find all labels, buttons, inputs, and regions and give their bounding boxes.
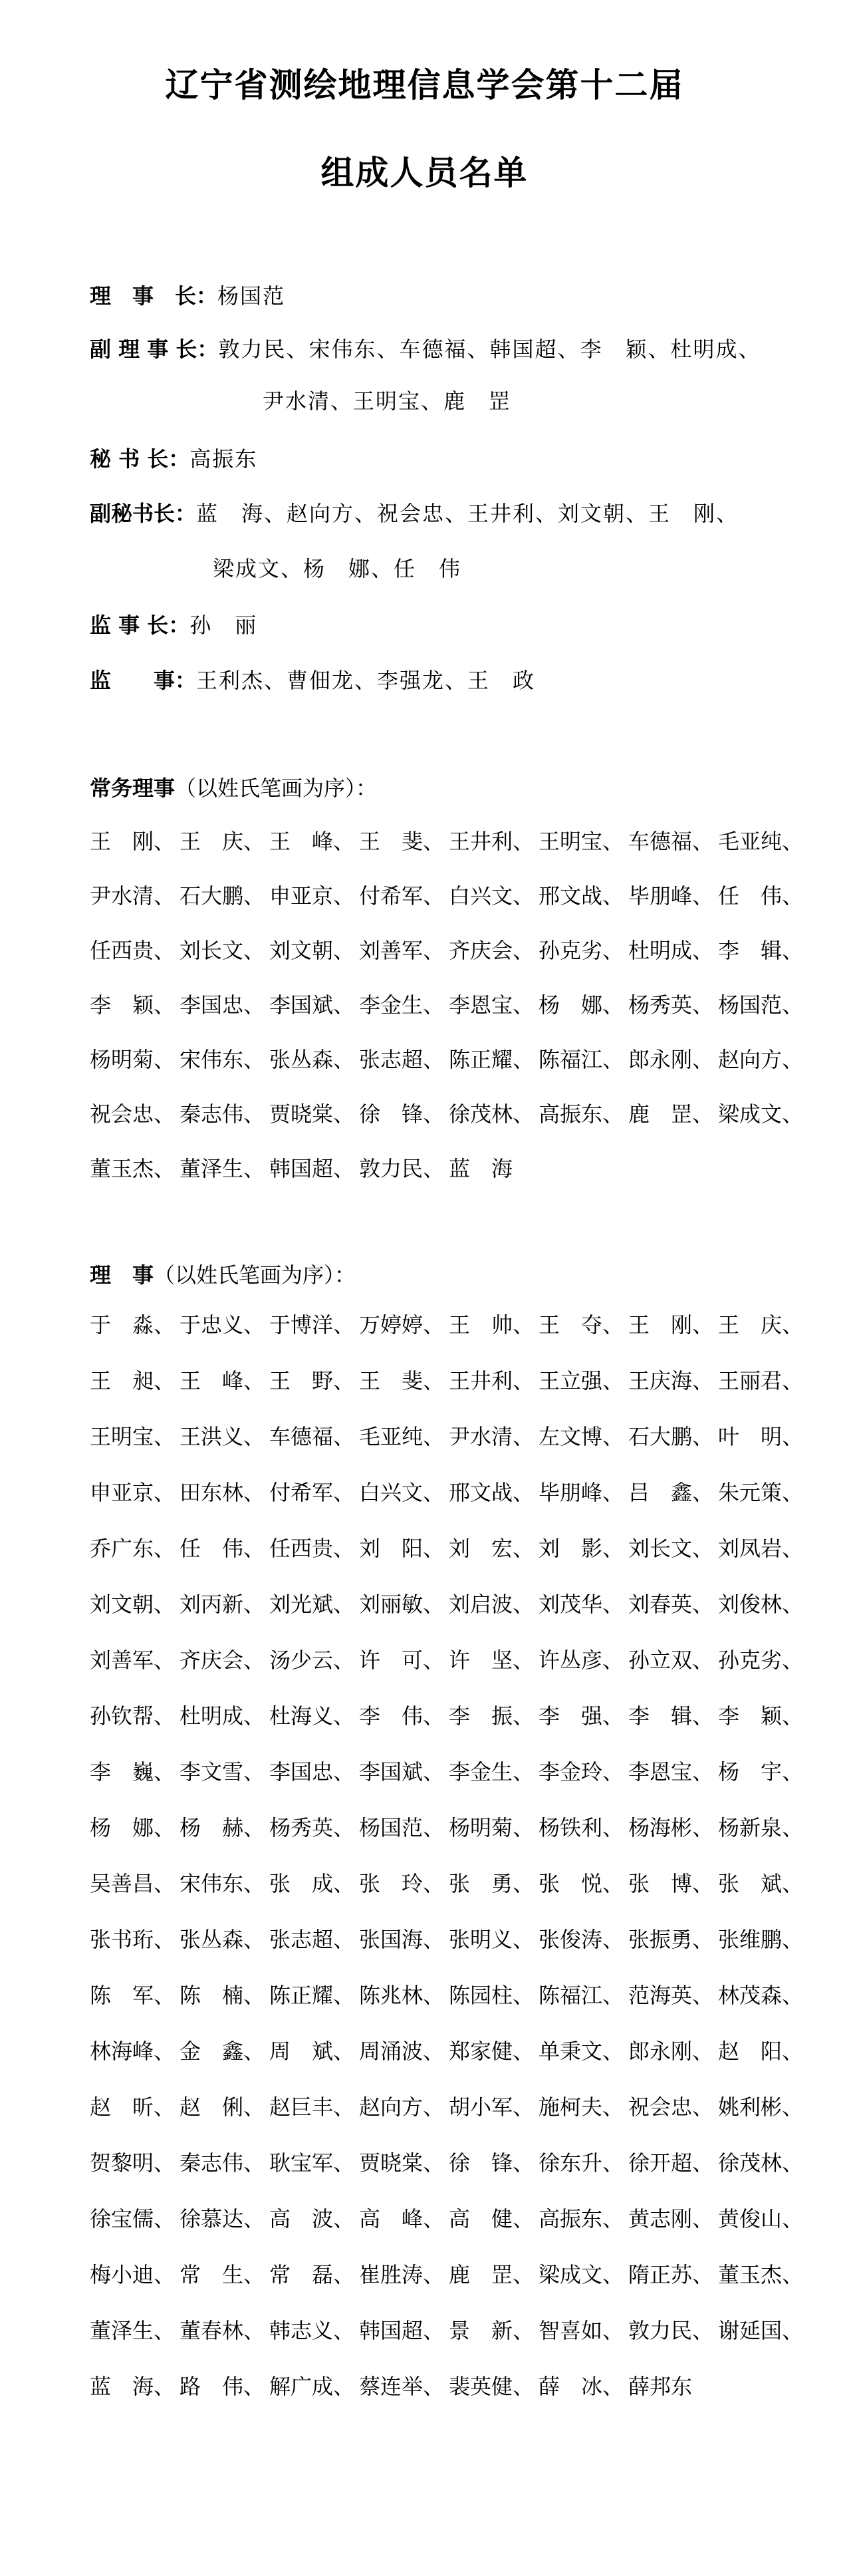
role-secretary-general [90, 446, 257, 472]
name-entry: 贾晓棠、 [269, 1101, 355, 1127]
name-entry: 李金玲、 [539, 1759, 624, 1785]
name-entry: 王 夺、 [539, 1312, 624, 1338]
name-entry: 尹水清、 [449, 1424, 535, 1449]
name-entry: 张振勇、 [628, 1927, 714, 1952]
name-entry: 贾晓棠、 [359, 2150, 445, 2176]
name-entry: 田东林、 [180, 1480, 265, 1505]
name-entry: 王 峰、 [269, 829, 355, 854]
name-entry: 李 辑、 [718, 938, 804, 963]
name-entry: 赵向方、 [718, 1047, 804, 1072]
name-entry: 王 庆、 [180, 829, 265, 854]
name-entry: 白兴文、 [359, 1480, 445, 1505]
name-entry: 万婷婷、 [359, 1312, 445, 1338]
name-entry: 李恩宝、 [628, 1759, 714, 1785]
name-entry: 杨明菊、 [449, 1815, 535, 1840]
name-entry: 吴善昌、 [90, 1871, 176, 1896]
name-entry: 常 生、 [180, 2262, 265, 2287]
standing-directors-heading [90, 775, 377, 801]
role-label: 秘 书 长： [90, 446, 190, 472]
name-entry: 张志超、 [359, 1047, 445, 1072]
section-note: （以姓氏笔画为序）： [154, 1262, 356, 1288]
name-entry: 王 刚、 [628, 1312, 714, 1338]
section-note: （以姓氏笔画为序）： [175, 776, 378, 801]
name-entry: 许丛彦、 [539, 1647, 624, 1673]
name-entry: 邢文战、 [449, 1480, 535, 1505]
name-entry: 董玉杰、 [90, 1156, 176, 1181]
name-entry: 张 勇、 [449, 1871, 535, 1896]
name-entry: 高 峰、 [359, 2206, 445, 2231]
name-entry: 李国忠、 [269, 1759, 355, 1785]
name-entry: 刘长文、 [628, 1536, 714, 1561]
name-entry: 毛亚纯、 [718, 829, 804, 854]
name-entry: 付希军、 [359, 883, 445, 909]
name-entry: 毕朋峰、 [628, 883, 714, 909]
name-entry: 陈福江、 [539, 1983, 624, 2008]
name-entry: 张 博、 [628, 1871, 714, 1896]
name-entry: 李 振、 [449, 1703, 535, 1729]
name-entry: 薛 冰、 [539, 2374, 624, 2399]
name-entry: 高振东、 [539, 2206, 624, 2231]
name-entry: 孙钦帮、 [90, 1703, 176, 1729]
name-entry: 祝会忠、 [90, 1101, 176, 1127]
role-deputy-secretary-general [90, 500, 739, 527]
name-entry: 王庆海、 [628, 1368, 714, 1393]
role-supervisors [90, 667, 535, 694]
name-entry: 杨国范、 [718, 992, 804, 1018]
name-entry: 刘启波、 [449, 1592, 535, 1617]
name-entry: 郎永刚、 [628, 1047, 714, 1072]
role-label: 监 事： [90, 668, 197, 693]
name-entry: 王明宝、 [90, 1424, 176, 1449]
name-entry: 杨 宇、 [718, 1759, 804, 1785]
name-entry: 刘春英、 [628, 1592, 714, 1617]
name-entry: 王立强、 [539, 1368, 624, 1393]
name-entry: 杜海义、 [269, 1703, 355, 1729]
name-entry: 杨 娜、 [539, 992, 624, 1018]
role-names: 孙 丽 [189, 613, 258, 638]
name-entry: 张明义、 [449, 1927, 535, 1952]
name-entry: 毛亚纯、 [359, 1424, 445, 1449]
name-entry: 王 庆、 [718, 1312, 804, 1338]
name-entry: 梁成文、 [539, 2262, 624, 2287]
name-entry: 智喜如、 [539, 2318, 624, 2343]
name-entry: 蓝 海、 [90, 2374, 176, 2399]
name-entry: 赵向方、 [359, 2094, 445, 2120]
name-entry: 刘 宏、 [449, 1536, 535, 1561]
section-title: 理 事 [90, 1262, 154, 1288]
role-names: 蓝 海、赵向方、祝会忠、王井利、刘文朝、王 刚、 [196, 501, 739, 526]
name-entry: 王 野、 [269, 1368, 355, 1393]
name-entry: 张 玲、 [359, 1871, 445, 1896]
name-entry: 宋伟东、 [180, 1047, 265, 1072]
name-entry: 杨 赫、 [180, 1815, 265, 1840]
name-entry: 杜明成、 [180, 1703, 265, 1729]
name-entry: 徐茂林、 [718, 2150, 804, 2176]
name-entry: 解广成、 [269, 2374, 355, 2399]
name-entry: 车德福、 [269, 1424, 355, 1449]
name-entry: 徐开超、 [628, 2150, 714, 2176]
name-entry: 刘文朝、 [90, 1592, 176, 1617]
name-entry: 张 悦、 [539, 1871, 624, 1896]
name-entry: 任西贵、 [269, 1536, 355, 1561]
name-entry: 齐庆会、 [180, 1647, 265, 1673]
name-entry: 刘光斌、 [269, 1592, 355, 1617]
name-entry: 刘善军、 [359, 938, 445, 963]
name-entry: 贺黎明、 [90, 2150, 176, 2176]
name-entry: 王洪义、 [180, 1424, 265, 1449]
name-entry: 景 新、 [449, 2318, 535, 2343]
name-entry: 单秉文、 [539, 2039, 624, 2064]
name-entry: 孙克劣、 [718, 1647, 804, 1673]
name-entry: 董泽生、 [180, 1156, 265, 1181]
name-entry: 王 刚、 [90, 829, 176, 854]
name-entry: 付希军、 [269, 1480, 355, 1505]
name-entry: 徐宝儒、 [90, 2206, 176, 2231]
name-entry: 金 鑫、 [180, 2039, 265, 2064]
name-entry: 杨秀英、 [269, 1815, 355, 1840]
name-entry: 赵 昕、 [90, 2094, 176, 2120]
name-entry: 陈园柱、 [449, 1983, 535, 2008]
name-entry: 叶 明、 [718, 1424, 804, 1449]
name-entry: 李 颖、 [90, 992, 176, 1018]
name-entry: 任 伟、 [180, 1536, 265, 1561]
name-entry: 王 斐、 [359, 1368, 445, 1393]
role-names: 杨国范 [217, 283, 286, 309]
name-entry: 李金生、 [359, 992, 445, 1018]
name-entry: 宋伟东、 [180, 1871, 265, 1896]
name-entry: 杨明菊、 [90, 1047, 176, 1072]
name-entry: 陈 楠、 [180, 1983, 265, 2008]
name-entry: 张国海、 [359, 1927, 445, 1952]
name-entry: 朱元策、 [718, 1480, 804, 1505]
role-label: 理 事 长： [90, 283, 218, 309]
role-chairman [90, 283, 285, 309]
name-entry: 蓝 海 [449, 1156, 513, 1181]
name-entry: 陈福江、 [539, 1047, 624, 1072]
name-entry: 施柯夫、 [539, 2094, 624, 2120]
name-entry: 申亚京、 [269, 883, 355, 909]
name-entry: 徐慕达、 [180, 2206, 265, 2231]
name-entry: 李 颖、 [718, 1703, 804, 1729]
name-entry: 孙立双、 [628, 1647, 714, 1673]
name-entry: 徐 锋、 [359, 1101, 445, 1127]
name-entry: 李国斌、 [269, 992, 355, 1018]
name-entry: 王 峰、 [180, 1368, 265, 1393]
name-entry: 车德福、 [628, 829, 714, 854]
name-entry: 白兴文、 [449, 883, 535, 909]
name-entry: 高振东、 [539, 1101, 624, 1127]
name-entry: 梁成文、 [718, 1101, 804, 1127]
name-entry: 王 昶、 [90, 1368, 176, 1393]
name-entry: 张丛森、 [269, 1047, 355, 1072]
name-entry: 裴英健、 [449, 2374, 535, 2399]
name-entry: 张 成、 [269, 1871, 355, 1896]
name-entry: 张俊涛、 [539, 1927, 624, 1952]
name-entry: 祝会忠、 [628, 2094, 714, 2120]
name-entry: 徐东升、 [539, 2150, 624, 2176]
role-vice-chairman-continued: 尹水清、王明宝、鹿 罡 [263, 388, 512, 414]
name-entry: 黄志刚、 [628, 2206, 714, 2231]
name-entry: 鹿 罡、 [449, 2262, 535, 2287]
name-entry: 杨铁利、 [539, 1815, 624, 1840]
name-entry: 常 磊、 [269, 2262, 355, 2287]
name-entry: 刘 阳、 [359, 1536, 445, 1561]
name-entry: 任 伟、 [718, 883, 804, 909]
name-entry: 张志超、 [269, 1927, 355, 1952]
name-entry: 石大鹏、 [628, 1424, 714, 1449]
name-entry: 高 健、 [449, 2206, 535, 2231]
name-entry: 郑家健、 [449, 2039, 535, 2064]
name-entry: 李国忠、 [180, 992, 265, 1018]
name-entry: 李 巍、 [90, 1759, 176, 1785]
name-entry: 许 可、 [359, 1647, 445, 1673]
name-entry: 张维鹏、 [718, 1927, 804, 1952]
name-entry: 孙克劣、 [539, 938, 624, 963]
name-entry: 李 伟、 [359, 1703, 445, 1729]
name-entry: 李 辑、 [628, 1703, 714, 1729]
name-entry: 李恩宝、 [449, 992, 535, 1018]
role-chief-supervisor [90, 612, 257, 639]
name-entry: 乔广东、 [90, 1536, 176, 1561]
name-entry: 杨秀英、 [628, 992, 714, 1018]
name-entry: 于忠义、 [180, 1312, 265, 1338]
name-entry: 韩国超、 [269, 1156, 355, 1181]
name-entry: 李金生、 [449, 1759, 535, 1785]
name-entry: 石大鹏、 [180, 883, 265, 909]
role-label: 监 事 长： [90, 613, 190, 638]
name-entry: 李文雪、 [180, 1759, 265, 1785]
name-entry: 敦力民、 [359, 1156, 445, 1181]
name-entry: 陈正耀、 [269, 1983, 355, 2008]
name-entry: 董泽生、 [90, 2318, 176, 2343]
name-entry: 王明宝、 [539, 829, 624, 854]
name-entry: 韩志义、 [269, 2318, 355, 2343]
name-entry: 韩国超、 [359, 2318, 445, 2343]
document-title-line2: 组成人员名单 [320, 154, 529, 192]
name-entry: 徐茂林、 [449, 1101, 535, 1127]
name-entry: 邢文战、 [539, 883, 624, 909]
role-names: 王利杰、曹佃龙、李强龙、王 政 [196, 668, 536, 693]
name-entry: 汤少云、 [269, 1647, 355, 1673]
name-entry: 隋正苏、 [628, 2262, 714, 2287]
name-entry: 王 斐、 [359, 829, 445, 854]
name-entry: 谢延国、 [718, 2318, 804, 2343]
name-entry: 任西贵、 [90, 938, 176, 963]
standing-directors-list [90, 828, 808, 1182]
name-entry: 张 斌、 [718, 1871, 804, 1896]
name-entry: 尹水清、 [90, 883, 176, 909]
name-entry: 申亚京、 [90, 1480, 176, 1505]
name-entry: 李 强、 [539, 1703, 624, 1729]
name-entry: 王井利、 [449, 1368, 535, 1393]
name-entry: 陈 军、 [90, 1983, 176, 2008]
name-entry: 杨国范、 [359, 1815, 445, 1840]
name-entry: 刘 影、 [539, 1536, 624, 1561]
name-entry: 高 波、 [269, 2206, 355, 2231]
directors-list [90, 1312, 808, 2400]
name-entry: 杨海彬、 [628, 1815, 714, 1840]
role-vice-chairman [90, 336, 761, 362]
name-entry: 耿宝军、 [269, 2150, 355, 2176]
name-entry: 陈兆林、 [359, 1983, 445, 2008]
name-entry: 吕 鑫、 [628, 1480, 714, 1505]
name-entry: 刘丙新、 [180, 1592, 265, 1617]
section-title: 常务理事 [90, 776, 176, 801]
name-entry: 于博洋、 [269, 1312, 355, 1338]
name-entry: 郎永刚、 [628, 2039, 714, 2064]
name-entry: 敦力民、 [628, 2318, 714, 2343]
role-label: 副 理 事 长： [90, 337, 219, 362]
name-entry: 林茂森、 [718, 1983, 804, 2008]
name-entry: 陈正耀、 [449, 1047, 535, 1072]
name-entry: 杨 娜、 [90, 1815, 176, 1840]
name-entry: 张丛森、 [180, 1927, 265, 1952]
name-entry: 秦志伟、 [180, 2150, 265, 2176]
name-entry: 崔胜涛、 [359, 2262, 445, 2287]
name-entry: 赵 阳、 [718, 2039, 804, 2064]
name-entry: 李国斌、 [359, 1759, 445, 1785]
name-entry: 杨新泉、 [718, 1815, 804, 1840]
name-entry: 董春林、 [180, 2318, 265, 2343]
name-entry: 赵 俐、 [180, 2094, 265, 2120]
name-entry: 林海峰、 [90, 2039, 176, 2064]
name-entry: 许 坚、 [449, 1647, 535, 1673]
name-entry: 鹿 罡、 [628, 1101, 714, 1127]
name-entry: 毕朋峰、 [539, 1480, 624, 1505]
role-names: 敦力民、宋伟东、车德福、韩国超、李 颖、杜明成、 [218, 337, 761, 362]
role-names: 高振东 [189, 446, 258, 472]
name-entry: 胡小军、 [449, 2094, 535, 2120]
name-entry: 杜明成、 [628, 938, 714, 963]
name-entry: 徐 锋、 [449, 2150, 535, 2176]
name-entry: 刘凤岩、 [718, 1536, 804, 1561]
name-entry: 赵巨丰、 [269, 2094, 355, 2120]
name-entry: 路 伟、 [180, 2374, 265, 2399]
name-entry: 刘俊林、 [718, 1592, 804, 1617]
document-title-line1: 辽宁省测绘地理信息学会第十二届 [165, 66, 684, 104]
name-entry: 王丽君、 [718, 1368, 804, 1393]
name-entry: 刘丽敏、 [359, 1592, 445, 1617]
directors-heading [90, 1262, 356, 1288]
name-entry: 于 淼、 [90, 1312, 176, 1338]
name-entry: 刘茂华、 [539, 1592, 624, 1617]
name-entry: 范海英、 [628, 1983, 714, 2008]
name-entry: 姚利彬、 [718, 2094, 804, 2120]
name-entry: 薛邦东 [628, 2374, 693, 2399]
name-entry: 王 帅、 [449, 1312, 535, 1338]
name-entry: 梅小迪、 [90, 2262, 176, 2287]
name-entry: 秦志伟、 [180, 1101, 265, 1127]
name-entry: 董玉杰、 [718, 2262, 804, 2287]
name-entry: 左文博、 [539, 1424, 624, 1449]
name-entry: 黄俊山、 [718, 2206, 804, 2231]
name-entry: 张书珩、 [90, 1927, 176, 1952]
role-label: 副秘书长： [90, 501, 197, 526]
name-entry: 刘善军、 [90, 1647, 176, 1673]
name-entry: 周涌波、 [359, 2039, 445, 2064]
name-entry: 刘文朝、 [269, 938, 355, 963]
name-entry: 齐庆会、 [449, 938, 535, 963]
name-entry: 蔡连举、 [359, 2374, 445, 2399]
name-entry: 王井利、 [449, 829, 535, 854]
name-entry: 刘长文、 [180, 938, 265, 963]
name-entry: 周 斌、 [269, 2039, 355, 2064]
role-deputy-secretary-general-continued: 梁成文、杨 娜、任 伟 [213, 556, 462, 581]
